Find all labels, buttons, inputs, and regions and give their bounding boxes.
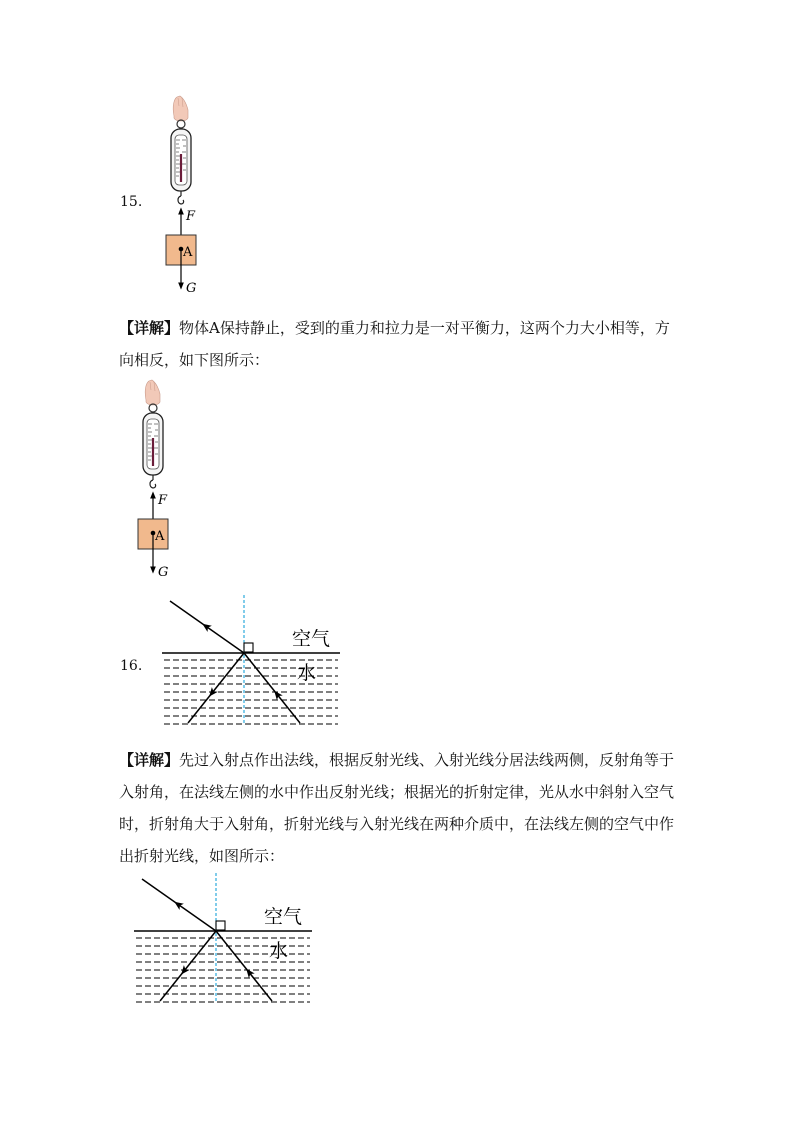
force-f-label: F xyxy=(186,209,196,224)
force-g-label: G xyxy=(186,281,197,296)
water-label: 水 xyxy=(269,940,289,962)
question-number-15: 15. xyxy=(120,194,143,210)
explanation-tag: 【详解】 xyxy=(119,751,180,769)
explanation-tag: 【详解】 xyxy=(119,319,180,337)
light-refraction-figure-2 xyxy=(132,873,322,1008)
force-f-label: F xyxy=(158,493,168,508)
explanation-text: 物体A保持静止，受到的重力和拉力是一对平衡力，这两个力大小相等，方向相反，如下图所示： xyxy=(119,319,670,369)
block-a-label: A xyxy=(183,245,193,260)
question-number-16: 16. xyxy=(120,658,143,674)
force-g-label: G xyxy=(158,565,169,580)
air-label: 空气 xyxy=(264,906,303,928)
spring-scale-figure-1 xyxy=(150,96,220,296)
explanation-text: 先过入射点作出法线，根据反射光线、入射光线分居法线两侧，反射角等于入射角，在法线左侧的水中作出反射光线；根据光的折射定律，光从水中斜射入空气时，折射角大于入射角，折射光线与入射光线在两种介质中，在法线左侧的空气中作出折射光线，如图所示： xyxy=(119,751,675,865)
block-a-label: A xyxy=(155,529,165,544)
explanation-15 xyxy=(119,312,679,376)
air-label: 空气 xyxy=(292,628,331,650)
spring-scale-figure-2 xyxy=(122,380,192,580)
light-refraction-figure-1 xyxy=(160,595,350,730)
water-label: 水 xyxy=(297,662,317,684)
explanation-16 xyxy=(119,744,679,872)
